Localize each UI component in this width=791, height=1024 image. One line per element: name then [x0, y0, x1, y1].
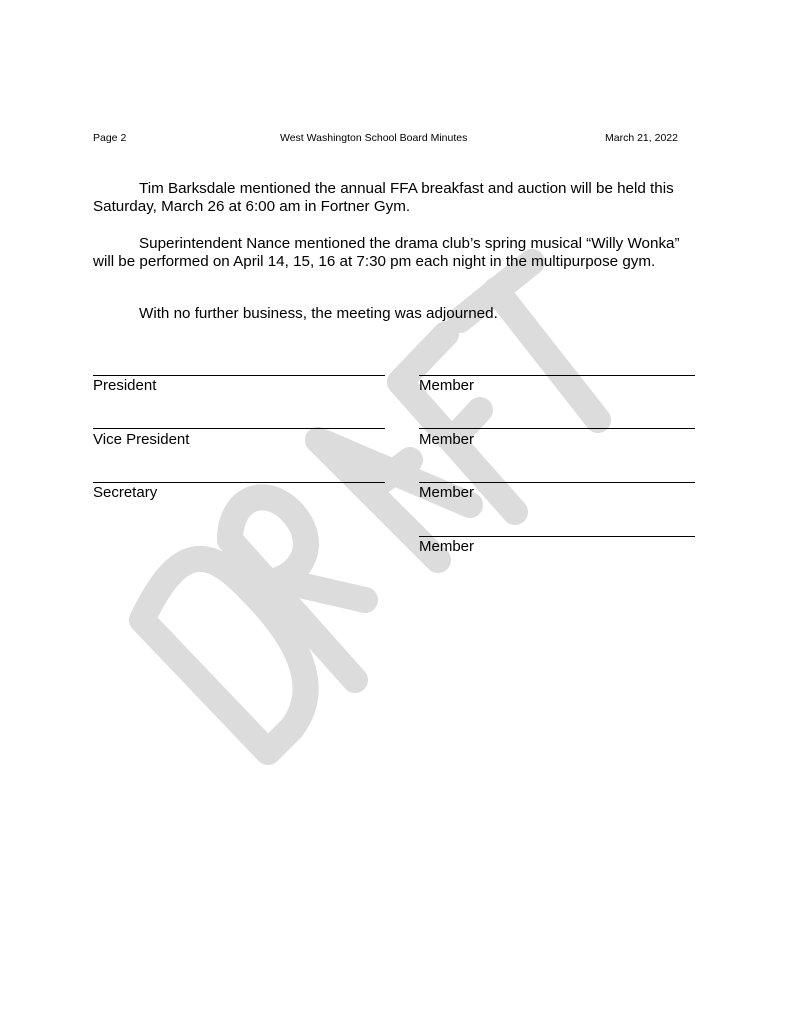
signature-line-president: [93, 375, 385, 376]
document-title: West Washington School Board Minutes: [280, 132, 468, 144]
signature-line-vice-president: [93, 428, 385, 429]
signature-label-member-3: Member: [419, 484, 475, 501]
page-number: Page 2: [93, 132, 127, 144]
signature-line-member-1: [419, 375, 695, 376]
document-date: March 21, 2022: [605, 132, 678, 144]
signature-label-president: President: [93, 377, 157, 394]
signature-line-secretary: [93, 482, 385, 483]
signature-line-member-4: [419, 536, 695, 537]
signature-label-vice-president: Vice President: [93, 431, 190, 448]
signature-label-member-2: Member: [419, 431, 475, 448]
signature-line-member-3: [419, 482, 695, 483]
paragraph-drama-musical: [93, 235, 703, 271]
signature-label-member-1: Member: [419, 377, 475, 394]
paragraph-text: Superintendent Nance mentioned the drama club’s spring musical “Willy Wonka” will be performed on April 14, 15, 16 at 7:30 pm each night in the multipurpose gym.: [93, 235, 680, 270]
signature-label-secretary: Secretary: [93, 484, 158, 501]
paragraph-adjournment: [93, 305, 703, 323]
signature-label-member-4: Member: [419, 538, 475, 555]
paragraph-ffa-breakfast: [93, 180, 703, 216]
paragraph-text: Tim Barksdale mentioned the annual FFA breakfast and auction will be held this Saturday, March 26 at 6:00 am in Fortner Gym.: [93, 180, 674, 215]
paragraph-text: With no further business, the meeting was adjourned.: [139, 305, 498, 322]
signature-line-member-2: [419, 428, 695, 429]
